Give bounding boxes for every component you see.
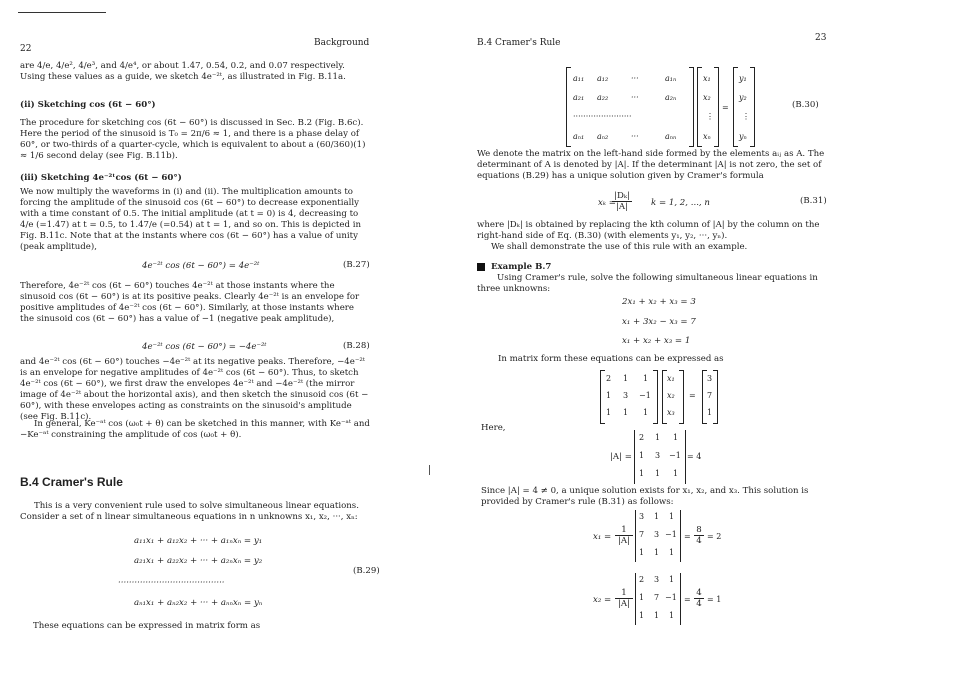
x1-determinant-cell: 3: [639, 512, 645, 521]
here-label: Here,: [481, 423, 506, 433]
example-vector-y-entry: 1: [707, 408, 713, 417]
para-ii: The procedure for sketching cos (6t − 60°) is discussed in Sec. B.2 (Fig. B.6c). Here the period of the sinusoid is T₀ = 2π/6 ≈ 1, and there is a phase delay of 60°, or two-thirds of a quarter-cycle, which is equivalent to about a (60/360)(1) ≈ 1/6 second delay (see Fig. B.11b).: [20, 118, 366, 161]
equation-b27-number: (B.27): [343, 260, 370, 270]
x2-determinant-cell: −1: [665, 593, 677, 602]
x1-coefficient-numerator: 1: [621, 525, 627, 535]
para-matrix-form: These equations can be expressed in matrix form as: [33, 621, 261, 631]
top-rule: [18, 12, 106, 13]
x2-determinant-cell: 1: [669, 611, 675, 620]
determinant-cell: 3: [655, 451, 661, 460]
vector-y-entry: ⋮: [742, 112, 750, 121]
determinant-a: [634, 430, 686, 484]
left-running-head: Background: [314, 38, 370, 48]
determinant-cell: 1: [655, 469, 661, 478]
x1-coefficient-denominator: |A|: [615, 535, 633, 546]
determinant-cell: 2: [639, 433, 645, 442]
x2-coefficient-denominator: |A|: [615, 598, 633, 609]
para-b28: and 4e⁻²ᵗ cos (6t − 60°) touches −4e⁻²ᵗ at its negative peaks. Therefore, −4e⁻²ᵗ is an envelope for negative amplitudes of 4e⁻²ᵗ cos (6t − 60°). Thus, to sketch 4e⁻²ᵗ cos (6t − 60°), we first draw the envelopes 4e⁻²ᵗ and −4e⁻²ᵗ (the mirror image of 4e⁻²ᵗ about the horizontal axis), and then sketch the sinusoid cos (6t − 60°), with these envelopes acting as constraints on the sinusoid's amplitude (see Fig. B.11c).: [20, 357, 369, 422]
matrix-a-cell: a₁₂: [597, 74, 609, 83]
x2-lhs: x₂ =: [593, 595, 612, 605]
subheading-ii: (ii) Sketching cos (6t − 60°): [20, 100, 156, 110]
equals-sign: =: [722, 103, 729, 112]
para-determinant: We denote the matrix on the left-hand side formed by the elements aᵢⱼ as A. The determinant of A is denoted by |A|. If the determinant |A| is not zero, the set of equations (B.29) has a unique solution given by Cramer's formula: [477, 149, 825, 181]
system-dots: ·······································: [118, 578, 225, 588]
equation-b31-numerator: |Dₖ|: [614, 191, 630, 201]
x1-determinant-cell: 7: [639, 530, 645, 539]
vector-x-entry: x₂: [703, 93, 711, 102]
determinant-value: = 4: [687, 452, 702, 461]
example-equation-1: 2x₁ + x₂ + x₃ = 3: [622, 297, 696, 307]
x2-value-numerator: 4: [696, 588, 702, 598]
matrix-a-dots: ·······················: [573, 112, 632, 121]
equation-b31-lhs: xₖ =: [598, 198, 616, 208]
para-general: In general, Ke⁻ᵃᵗ cos (ω₀t + θ) can be sketched in this manner, with Ke⁻ᵃᵗ and −Ke⁻ᵃᵗ constraining the amplitude of cos (ω₀t + θ).: [20, 419, 370, 440]
matrix-a-cell: a₂ₙ: [665, 93, 677, 102]
x1-determinant-cell: 1: [669, 548, 675, 557]
x2-determinant-cell: 1: [639, 593, 645, 602]
x2-result: = 1: [707, 595, 722, 604]
example-equation-3: x₁ + x₂ + x₃ = 1: [622, 336, 691, 346]
para-demonstrate: We shall demonstrate the use of this rule with an example.: [491, 242, 748, 252]
x1-determinant-cell: 1: [639, 548, 645, 557]
subheading-iii: (iii) Sketching 4e⁻²ᵗcos (6t − 60°): [20, 173, 182, 183]
x1-determinant-cell: −1: [665, 530, 677, 539]
determinant-cell: 1: [673, 433, 679, 442]
matrix-a-cell: ···: [631, 132, 639, 141]
matrix-a: [566, 67, 694, 147]
vector-x-entry: x₁: [703, 74, 711, 83]
equation-b31-range: k = 1, 2, ..., n: [651, 198, 710, 208]
x1-determinant-cell: 1: [669, 512, 675, 521]
matrix-a-cell: aₙ₁: [573, 132, 585, 141]
example-matrix-cell: 1: [643, 408, 649, 417]
equation-b28: 4e⁻²ᵗ cos (6t − 60°) = −4e⁻²ᵗ: [142, 342, 267, 352]
matrix-a-cell: ···: [631, 93, 639, 102]
determinant-lhs: |A| =: [610, 452, 632, 462]
x2-value-denominator: 4: [694, 598, 704, 609]
x1-equals-sign: =: [684, 532, 691, 541]
x2-determinant-cell: 7: [654, 593, 660, 602]
para-dk: where |Dₖ| is obtained by replacing the kth column of |A| by the column on the right-hand side of Eq. (B.30) (with elements y₁, y₂, ···, yₙ).: [477, 220, 820, 241]
x1-determinant: [635, 510, 681, 562]
matrix-a-cell: ···: [631, 74, 639, 83]
x1-result: = 2: [707, 532, 722, 541]
x2-determinant-cell: 1: [669, 575, 675, 584]
x2-determinant: [635, 573, 681, 625]
para-cramer: This is a very convenient rule used to solve simultaneous linear equations. Consider a set of n linear simultaneous equations in n unknowns x₁, x₂, ···, xₙ:: [20, 501, 359, 522]
example-vector-y-entry: 3: [707, 374, 713, 383]
example-vector-x-entry: x₃: [667, 408, 675, 417]
example-matrix-cell: −1: [639, 391, 651, 400]
para-matrix-form-right: In matrix form these equations can be expressed as: [498, 354, 724, 364]
example-vector-y: [702, 370, 718, 424]
equation-b31-denominator: |A|: [612, 201, 632, 212]
example-equation-2: x₁ + 3x₂ − x₃ = 7: [622, 317, 696, 327]
x2-determinant-cell: 3: [654, 575, 660, 584]
example-matrix-cell: 1: [606, 391, 612, 400]
x1-determinant-cell: 1: [654, 548, 660, 557]
right-running-head: B.4 Cramer's Rule: [477, 38, 561, 48]
x1-determinant-cell: 1: [654, 512, 660, 521]
vector-y: [733, 67, 755, 147]
left-page-number: 22: [20, 44, 32, 54]
equation-b27: 4e⁻²ᵗ cos (6t − 60°) = 4e⁻²ᵗ: [142, 261, 260, 271]
vector-y-entry: yₙ: [739, 132, 747, 141]
x1-lhs: x₁ =: [593, 532, 612, 542]
matrix-a-cell: a₂₁: [573, 93, 585, 102]
section-title-cramer: B.4 Cramer's Rule: [20, 475, 123, 489]
example-matrix-cell: 1: [623, 374, 629, 383]
gutter-mark: [429, 465, 430, 475]
right-page-number: 23: [815, 33, 827, 43]
example-vector-x: [662, 370, 684, 424]
x2-determinant-cell: 1: [654, 611, 660, 620]
example-matrix-cell: 1: [606, 408, 612, 417]
x1-coefficient: [615, 525, 633, 546]
para-iii: We now multiply the waveforms in (i) and (ii). The multiplication amounts to forcing the amplitude of the sinusoid cos (6t − 60°) to decrease exponentially with a time constant of 0.5. The initial amplitude (at t = 0) is 4, decreasing to 4/e (=1.47) at t = 0.5, to 1.47/e (=0.54) at t = 1, and so on. This is depicted in Fig. B.11c. Note that at the instants where cos (6t − 60°) has a value of unity (peak amplitude),: [20, 187, 361, 252]
x2-equals-sign: =: [684, 595, 691, 604]
system-equation-2: a₂₁x₁ + a₂₂x₂ + ··· + a₂ₙxₙ = y₂: [134, 556, 263, 566]
vector-x-entry: ⋮: [706, 112, 714, 121]
example-matrix-cell: 2: [606, 374, 612, 383]
determinant-cell: 1: [639, 451, 645, 460]
example-matrix-cell: 3: [623, 391, 629, 400]
x1-determinant-cell: 3: [654, 530, 660, 539]
system-equation-1: a₁₁x₁ + a₁₂x₂ + ··· + a₁ₙxₙ = y₁: [134, 536, 263, 546]
example-marker-icon: [477, 263, 485, 271]
example-vector-y-entry: 7: [707, 391, 713, 400]
example-matrix-cell: 1: [643, 374, 649, 383]
determinant-cell: 1: [655, 433, 661, 442]
vector-y-entry: y₁: [739, 74, 747, 83]
x1-value-denominator: 4: [694, 535, 704, 546]
matrix-a-cell: aₙ₂: [597, 132, 609, 141]
example-matrix: [600, 370, 658, 424]
matrix-a-cell: a₁₁: [573, 74, 585, 83]
x2-coefficient: [615, 588, 633, 609]
matrix-a-cell: a₂₂: [597, 93, 609, 102]
determinant-cell: 1: [639, 469, 645, 478]
equation-b30-number: (B.30): [792, 100, 819, 110]
vector-y-entry: y₂: [739, 93, 747, 102]
para-intro: are 4/e, 4/e², 4/e³, and 4/e⁴, or about 1.47, 0.54, 0.2, and 0.07 respectively. Using these values as a guide, we sketch 4e⁻²ᵗ, as illustrated in Fig. B.11a.: [20, 61, 346, 82]
x2-determinant-cell: 2: [639, 575, 645, 584]
determinant-cell: −1: [669, 451, 681, 460]
equation-b28-number: (B.28): [343, 341, 370, 351]
x2-value-fraction: [694, 588, 704, 609]
example-vector-x-entry: x₁: [667, 374, 675, 383]
x2-coefficient-numerator: 1: [621, 588, 627, 598]
vector-x-entry: xₙ: [703, 132, 711, 141]
equation-b31-fraction: [612, 191, 632, 212]
example-matrix-cell: 1: [623, 408, 629, 417]
matrix-a-cell: a₁ₙ: [665, 74, 677, 83]
vector-x: [697, 67, 719, 147]
system-equation-n: aₙ₁x₁ + aₙ₂x₂ + ··· + aₙₙxₙ = yₙ: [134, 598, 263, 608]
example-text: Using Cramer's rule, solve the following simultaneous linear equations in three unknowns:: [477, 273, 818, 294]
x1-value-numerator: 8: [696, 525, 702, 535]
x1-value-fraction: [694, 525, 704, 546]
matrix-a-cell: aₙₙ: [665, 132, 677, 141]
para-since: Since |A| = 4 ≠ 0, a unique solution exists for x₁, x₂, and x₃. This solution is provided by Cramer's rule (B.31) as follows:: [481, 486, 809, 507]
example-equals-sign: =: [689, 391, 696, 400]
determinant-cell: 1: [673, 469, 679, 478]
example-title: Example B.7: [491, 262, 552, 272]
equation-b29-number: (B.29): [353, 566, 380, 576]
example-vector-x-entry: x₂: [667, 391, 675, 400]
x2-determinant-cell: 1: [639, 611, 645, 620]
para-b27: Therefore, 4e⁻²ᵗ cos (6t − 60°) touches 4e⁻²ᵗ at those instants where the sinusoid cos (6t − 60°) is at its positive peaks. Clearly 4e⁻²ᵗ is an envelope for positive amplitudes of 4e⁻²ᵗ cos (6t − 60°). Similarly, at those instants where the sinusoid cos (6t − 60°) has a value of −1 (negative peak amplitude),: [20, 281, 360, 324]
equation-b31-number: (B.31): [800, 196, 827, 206]
